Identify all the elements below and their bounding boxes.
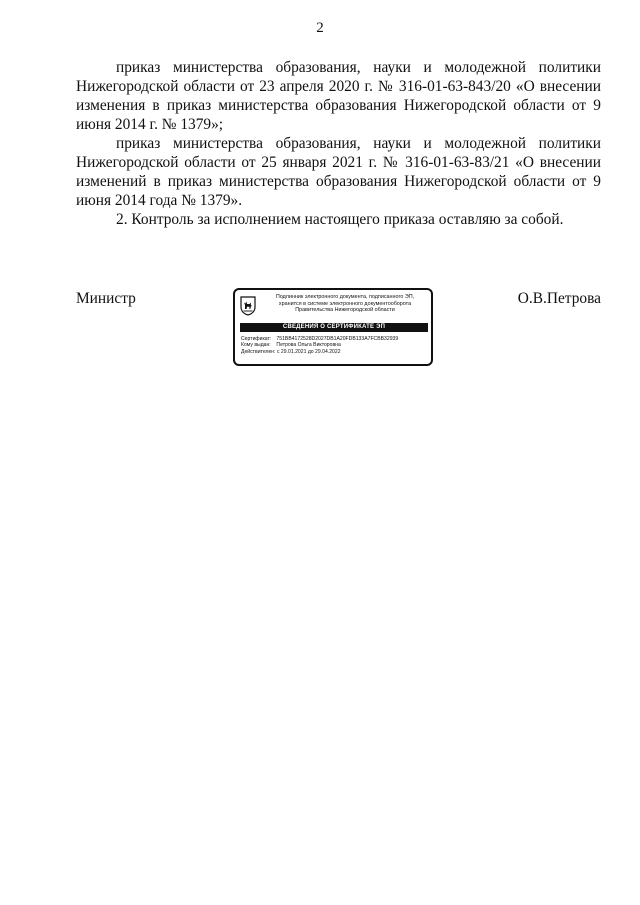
stamp-header-line: хранится в системе электронного документооборота [278,300,412,307]
certificate-value: 751BB4172528D2027DB1A20FDB133A7FCBB32939 [276,336,399,342]
paragraph-order-2021: приказ министерства образования, науки и молодежной политики Нижегородской области от 25 января 2021 г. № 316-01-63-83/21 «О внесении изменений в приказ министерства образования Нижегородской области от 9 июня 2014 года № 1379». [76,135,601,209]
electronic-signature-stamp [233,288,433,366]
issued-to-value: Петрова Ольга Викторовна [276,342,341,349]
validity-value: с 29.01.2021 до 29.04.2022 [276,348,341,355]
validity-row [241,349,429,355]
stamp-header [259,294,431,314]
signatory-name: О.В.Петрова [517,290,601,307]
stamp-header-line: Подлинник электронного документа, подписанного ЭП, [275,294,415,300]
document-body [76,58,601,229]
signatory-title: Министр [76,290,136,307]
page-number: 2 [316,20,324,36]
paragraph-order-2020: приказ министерства образования, науки и молодежной политики Нижегородской области от 23 апреля 2020 г. № 316-01-63-843/20 «О внесении изменения в приказ министерства образования Нижегородской области от 9 июня 2014 г. № 1379»; [76,59,601,133]
deer-coat-of-arms-icon [240,296,256,316]
issued-to-label: Кому выдан: [241,342,271,349]
certificate-details [241,336,429,355]
certificate-info-bar: СВЕДЕНИЯ О СЕРТИФИКАТЕ ЭП [240,323,428,332]
stamp-header-line: Правительства Нижегородской области [295,307,395,314]
paragraph-control: 2. Контроль за исполнением настоящего приказа оставляю за собой. [116,211,564,228]
validity-label: Действителен: [241,348,276,355]
certificate-label: Сертификат: [241,336,272,342]
signature-block [76,288,601,372]
